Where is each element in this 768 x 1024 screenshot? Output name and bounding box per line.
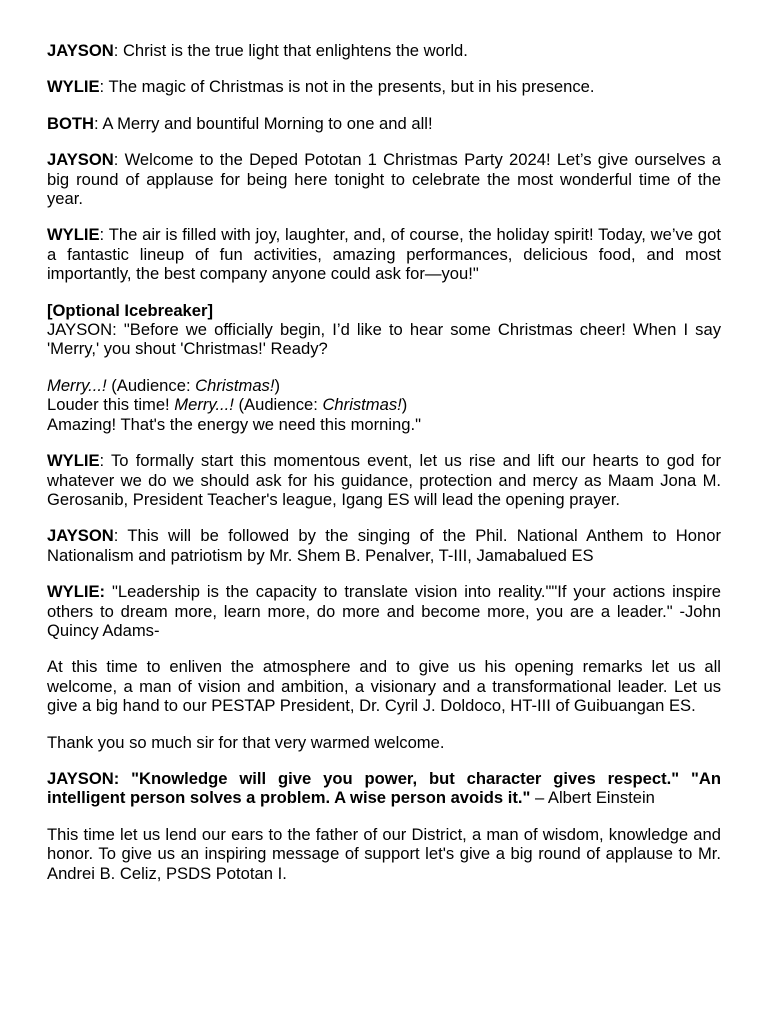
cheer-call: Merry...! (47, 375, 107, 395)
speaker-name: JAYSON (47, 41, 114, 60)
icebreaker-intro (47, 320, 721, 359)
cheer-text: Amazing! That's the energy we need this morning." (47, 414, 422, 434)
cheer-call: Merry...! (174, 395, 234, 415)
speaker-name: JAYSON (47, 526, 114, 546)
paragraph-8 (47, 582, 721, 640)
paragraph-text: : The air is filled with joy, laughter, and, of course, the holiday spirit! Today, we’ve got a fantastic lineup of fun activities, amazing performances, delicious food, and most importantly, the best company anyone could ask for—you!" (47, 225, 721, 284)
icebreaker-heading-block (47, 301, 721, 320)
quote-text: JAYSON: "Knowledge will give you power, but character gives respect." "An intelligent person solves a problem. A wise person avoids it." (47, 768, 721, 808)
paragraph-text: : A Merry and bountiful Morning to one and all! (94, 113, 433, 133)
speaker-name: BOTH (47, 113, 95, 133)
cheer-text: (Audience: (233, 395, 323, 415)
cheer-response: Christmas! (195, 375, 275, 395)
speaker-name: WYLIE (47, 77, 100, 97)
cheer-response: Christmas! (322, 395, 402, 415)
paragraph-9 (47, 657, 721, 715)
paragraph-11 (47, 769, 721, 808)
paragraph-2 (47, 77, 721, 96)
cheer-line-3 (47, 415, 721, 434)
cheer-text: ) (401, 395, 408, 415)
quote-attribution: – Albert Einstein (530, 788, 655, 808)
cheer-text: ) (274, 375, 280, 395)
speaker-name: JAYSON (47, 150, 114, 170)
cheer-text: (Audience: (106, 375, 196, 395)
paragraph-10 (47, 733, 721, 752)
paragraph-1 (47, 41, 721, 60)
paragraph-text: : This will be followed by the singing of the Phil. National Anthem to Honor Nationalism and patriotism by Mr. Shem B. Penalver, T-III, Jamabalued ES (47, 526, 721, 565)
paragraph-6 (47, 451, 721, 509)
paragraph-text: "Leadership is the capacity to translate vision into reality.""If your actions inspire others to dream more, learn more, do more and become more, you are a leader." -John Quincy Adams- (47, 582, 721, 640)
paragraph-5 (47, 225, 721, 283)
paragraph-text: This time let us lend our ears to the father of our District, a man of wisdom, knowledge and honor. To give us an inspiring message of support let's give a big round of applause to Mr. Andrei B. Celiz, PSDS Pototan I. (47, 824, 721, 883)
icebreaker-cheers (47, 376, 721, 434)
cheer-text: Louder this time! (47, 395, 175, 415)
paragraph-7 (47, 526, 721, 565)
paragraph-3 (47, 114, 721, 133)
speaker-name: WYLIE (47, 451, 100, 471)
paragraph-12 (47, 825, 721, 883)
paragraph-text: : The magic of Christmas is not in the presents, but in his presence. (99, 77, 595, 97)
speaker-name: WYLIE: (47, 582, 106, 602)
paragraph-text: At this time to enliven the atmosphere and to give us his opening remarks let us all welcome, a man of vision and ambition, a visionary and a transformational leader. Let us give a big hand to our PESTAP President, Dr. Cyril J. Doldoco, HT-III of Guibuangan ES. (47, 657, 721, 716)
paragraph-text: : To formally start this momentous event, let us rise and lift our hearts to god for whatever we do we should ask for his guidance, protection and mercy as Maam Jona M. Gerosanib, President Teacher's league, Igang ES will lead the opening prayer. (47, 451, 721, 509)
speaker-name: WYLIE (47, 225, 100, 245)
paragraph-text: : Welcome to the Deped Pototan 1 Christmas Party 2024! Let’s give ourselves a big round of applause for being here tonight to celebrate the most wonderful time of the year. (47, 150, 721, 209)
cheer-line-2 (47, 395, 721, 414)
paragraph-text: : Christ is the true light that enlightens the world. (113, 41, 468, 60)
paragraph-4 (47, 150, 721, 208)
cheer-line-1 (47, 376, 721, 395)
paragraph-text: Thank you so much sir for that very warmed welcome. (47, 732, 445, 752)
icebreaker-heading: [Optional Icebreaker] (47, 300, 213, 320)
paragraph-text: JAYSON: "Before we officially begin, I’d like to hear some Christmas cheer! When I say 'Merry,' you shout 'Christmas!' Ready? (47, 320, 721, 359)
